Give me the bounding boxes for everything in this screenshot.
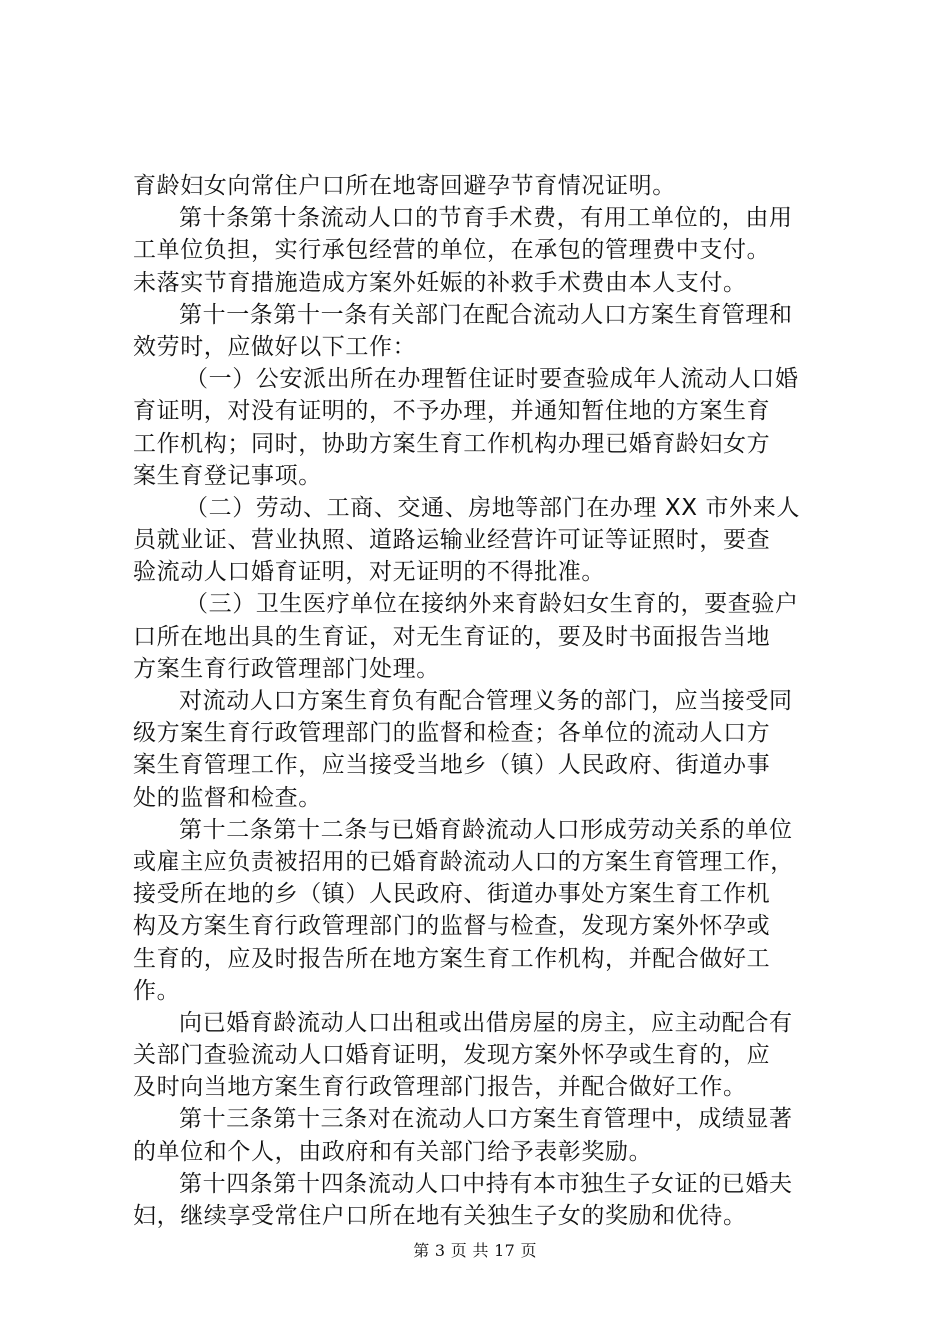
text-line: 妇，继续享受常住户口所在地有关独生子女的奖励和优待。: [133, 1203, 747, 1229]
text-line: 作。: [133, 977, 181, 1004]
text-line: 员就业证、营业执照、道路运输业经营许可证等证照时，要查: [133, 527, 771, 554]
text-line: 级方案生育行政管理部门的监督和检查；各单位的流动人口方: [133, 720, 771, 747]
text-line: 案生育管理工作，应当接受当地乡（镇）人民政府、街道办事: [133, 752, 771, 779]
text-line: 育龄妇女向常住户口所在地寄回避孕节育情况证明。: [133, 173, 676, 199]
text-line: 第十二条第十二条与已婚育龄流动人口形成劳动关系的单位: [179, 816, 793, 843]
text-line: 生育的，应及时报告所在地方案生育工作机构，并配合做好工: [133, 945, 771, 972]
text-line: 第十四条第十四条流动人口中持有本市独生子女证的已婚夫: [179, 1170, 793, 1197]
text-line: 案生育登记事项。: [133, 462, 322, 489]
text-line: 工单位负担，实行承包经营的单位，在承包的管理费中支付。: [133, 237, 771, 264]
text-line: 第十一条第十一条有关部门在配合流动人口方案生育管理和: [179, 301, 793, 328]
text-line: 关部门查验流动人口婚育证明，发现方案外怀孕或生育的，应: [133, 1042, 771, 1069]
text-line: 未落实节育措施造成方案外妊娠的补救手术费由本人支付。: [133, 269, 747, 296]
page-number-footer: 第 3 页 共 17 页: [413, 1241, 537, 1260]
text-line: 验流动人口婚育证明，对无证明的不得批准。: [133, 559, 605, 586]
text-line: 工作机构；同时，协助方案生育工作机构办理已婚育龄妇女方: [133, 430, 771, 457]
text-line: 接受所在地的乡（镇）人民政府、街道办事处方案生育工作机: [133, 881, 771, 908]
text-line: 或雇主应负责被招用的已婚育龄流动人口的方案生育管理工作，: [133, 848, 794, 875]
text-line: 构及方案生育行政管理部门的监督与检查，发现方案外怀孕或: [133, 913, 771, 940]
text-line: （一）公安派出所在办理暂住证时要查验成年人流动人口婚: [185, 366, 799, 393]
text-line: 向已婚育龄流动人口出租或出借房屋的房主，应主动配合有: [179, 1009, 793, 1036]
text-line: 第十三条第十三条对在流动人口方案生育管理中，成绩显著: [179, 1106, 793, 1133]
text-line: 育证明，对没有证明的，不予办理，并通知暂住地的方案生育: [133, 398, 771, 425]
text-line: 第十条第十条流动人口的节育手术费，有用工单位的，由用: [179, 205, 793, 232]
text-line: 的单位和个人，由政府和有关部门给予表彰奖励。: [133, 1138, 653, 1165]
document-body: [133, 170, 833, 1232]
text-line: 效劳时，应做好以下工作：: [133, 333, 417, 360]
text-line: 口所在地出具的生育证，对无生育证的，要及时书面报告当地: [133, 623, 771, 650]
text-line: 方案生育行政管理部门处理。: [133, 655, 440, 682]
text-line: 处的监督和检查。: [133, 784, 322, 811]
text-line: 对流动人口方案生育负有配合管理义务的部门，应当接受同: [179, 688, 793, 714]
text-line: （二）劳动、工商、交通、房地等部门在办理 XX 市外来人: [185, 494, 800, 521]
text-line: （三）卫生医疗单位在接纳外来育龄妇女生育的，要查验户: [185, 591, 799, 618]
text-line: 及时向当地方案生育行政管理部门报告，并配合做好工作。: [133, 1074, 747, 1101]
